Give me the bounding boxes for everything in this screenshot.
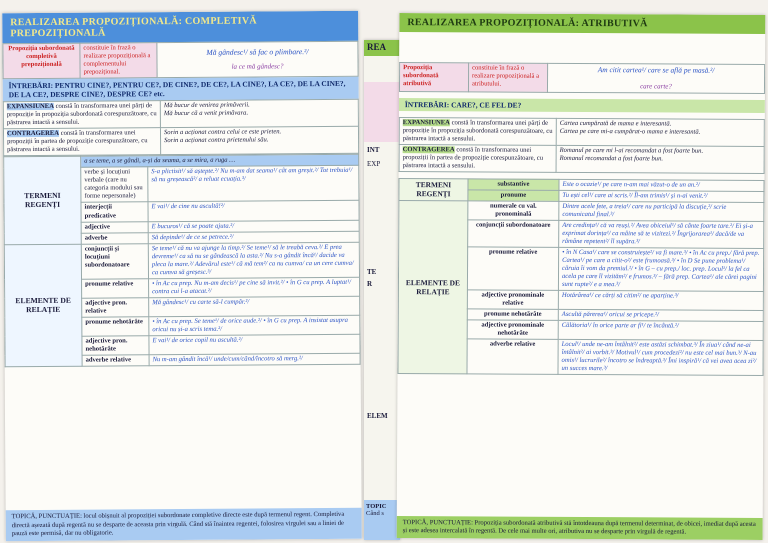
middle-footer-fragment-2: Când s — [366, 510, 384, 517]
right-title: REALIZAREA PROPOZIȚIONALĂ: ATRIBUTIVĂ — [399, 13, 765, 34]
right-contraction-text: constă în transformarea unei propoziții în partea de propoziție corespunzătoare, cu păstrarea intactă a sensului. — [402, 145, 544, 170]
right-relation-key: pronume relative — [467, 247, 558, 291]
right-page — [397, 13, 766, 540]
left-relation-key: pronume relative — [82, 278, 149, 298]
left-regent-key: interjecții predicative — [81, 202, 148, 222]
left-grammar-table — [3, 154, 360, 367]
right-relation-key: adjective pronominale nehotărâte — [467, 320, 558, 340]
left-relation-value: Se teme¹/ că nu va ajunge la timp.²/ Se teme¹/ să le treabă ceva.²/ E prea devreme¹/ ca să nu se gândească la asta.²/ Nu s-a gândit încă¹/ dacide va pleca la mare.²/ Adevărul este¹/ că mă tem²/ ca nu cumva/ ca un cere cumva/ ca cumva să greșesc.³/ — [148, 242, 359, 279]
middle-title-fragment: REA — [364, 40, 400, 56]
middle-footer-fragment: TOPIC — [366, 503, 387, 510]
right-def-example: Am citit cartea¹/ care se află pe masă.²/ — [597, 65, 715, 75]
left-regent-label: TERMENI REGENȚI — [4, 157, 82, 245]
left-contraction-ex1: Sorin a acționat contra celui ce este prieten. — [163, 128, 282, 137]
right-relation-key: numerale cu val. pronominală — [468, 201, 559, 221]
right-relation-key: pronume nehotărâte — [467, 309, 558, 321]
right-relation-value: Dintre acele fete, a treia¹/ care nu participă la discuție,²/ scrie comunicatul final.³/ — [559, 201, 764, 221]
right-def-label: Propoziția subordonată atributivă — [399, 63, 468, 92]
left-relation-value: Nu m-am gândit încă¹/ unde/cum/când/încotro să merg.²/ — [149, 353, 360, 366]
right-def-text: constituie în frază o realizare propozițională a atributului. — [468, 63, 547, 92]
left-expansion-ex2: Mă bucur că a venit primăvara. — [163, 109, 249, 118]
right-regent-key: substantive — [468, 179, 559, 191]
right-regent-value: Tu ești cel¹/ care ai scris.²/ Îl-am trimis¹/ și n-ai venit.²/ — [559, 190, 764, 202]
left-contraction-text: constă în transformarea unei propoziții în partea de propoziție corespunzătoare, cu păstrarea intactă a sensului. — [7, 129, 148, 154]
right-def-question: care carte? — [640, 82, 672, 91]
right-relation-value: Are credința¹/ că va reuși.²/ Avea obiceiul¹/ să cânte foarte tare.²/ Ei și-a exprimat dorința¹/ ca mâine să te vizitezi.²/ Îngrijorarea¹/ dacă/de va rămâne repetent²/ îl supăra.³/ — [559, 220, 764, 248]
right-relation-value: Ascultă părerea¹/ oricui se pricepe.²/ — [558, 310, 763, 322]
right-relation-value: Hotărârea¹/ ce cărți să citim²/ ne aparține.³/ — [558, 291, 763, 311]
right-questions-bar: ÎNTREBĂRI: CARE?, CE FEL DE? — [399, 98, 765, 113]
left-regent-value: E vai¹/ de cine nu ascultă!²/ — [148, 201, 359, 222]
left-relation-value: • în Ac cu prep. Nu m-am decis¹/ pe cine să invit.²/ • în G cu prep. A luptat¹/ contra cui l-a atacat.²/ — [149, 277, 360, 298]
left-title: REALIZAREA PROPOZIȚIONALĂ: COMPLETIVĂ PREPOZIȚIONALĂ — [2, 11, 358, 43]
left-expansion-text: constă în transformarea unei părți de propoziție în propoziția subordonată corespunzătoare, cu păstrarea intactă a sensului. — [6, 102, 157, 127]
left-def-label: Propoziția subordonată completivă prepozițională — [3, 43, 80, 79]
left-regent-value: Să depinde¹/ de ce se petrece.²/ — [148, 231, 359, 244]
right-footer: TOPICĂ, PUNCTUAȚIE: Propoziția subordonată atributivă stă întotdeauna după termenul determinat, de obicei, imediat după acesta și este adesea intercalată în regentă. De cele mai multe ori, atributiva nu se desparte prin virgulă de regentă. — [397, 516, 763, 540]
left-def-text: constituie în frază o realizare propozițională a complementului prepozițional. — [80, 43, 157, 79]
left-transform-table — [3, 99, 359, 157]
left-relation-value: E vai¹/ de orice copil nu ascultă.²/ — [149, 334, 360, 355]
right-grammar-table — [397, 178, 764, 377]
right-expansion-ex1: Cartea cumpărată de mama e interesantă. — [559, 119, 672, 128]
left-definition-table — [2, 41, 358, 80]
middle-relation-fragment: ELEM — [367, 412, 388, 420]
right-contraction-label: CONTRAGEREA — [402, 145, 455, 153]
middle-regent-fragment: TE — [367, 268, 377, 276]
left-relation-value: • în Ac cu prep. Se teme¹/ de orice aude.²/ • în G cu prep. A insistat asupra oricui nu și-a scris tema.²/ — [149, 315, 360, 336]
middle-page-edge — [364, 40, 400, 540]
left-relation-key: pronume nehotărâte — [82, 317, 149, 337]
middle-questions-fragment: INT — [367, 146, 380, 154]
left-relation-value: Mă gândesc¹/ cu carte să-l cumpăr.²/ — [149, 296, 360, 317]
right-relation-value: Călătoria¹/ în orice parte ar fi¹/ te încântă.²/ — [558, 321, 763, 341]
right-relation-value: • în N Casa¹/ care se construiește²/ va fi mare.³/ • în Ac cu prep./ fără prep. Cartea¹/ pe care a citit-o²/ este frumoasă.³/ • în D Se pune problema¹/ căruia îi vom da premiul.²/ • în G – cu prep./ loc. prep. Locul¹/ la fel ca acela pe care îl vizităm²/ e frumos.³/ – fără prep. Cartea¹/ ale cărei pagini sunt rupte²/ e a mea.³/ — [558, 247, 763, 291]
left-footer: TOPICĂ, PUNCTUAȚIE: locul obișnuit al propoziției subordonate completive directe este după termenul regent. Completiva directă așezată după regentă nu se desparte de aceasta prin virgulă. Când stă înaintea regentei, folosirea virgulei sau a liniei de pauză este permisă, dar nu obligatorie. — [6, 508, 362, 541]
left-regent-key: adjective — [81, 221, 148, 232]
right-relation-key: adjective pronominale relative — [467, 290, 558, 310]
left-contraction-ex2: Sorin a acționat contra prietenului său. — [164, 136, 269, 145]
right-contraction-ex1: Romanul pe care mi l-ai recomandat a fost foarte bun. — [559, 146, 704, 155]
right-relation-key: adverbe relative — [467, 339, 558, 375]
left-questions-bar: ÎNTREBĂRI: PENTRU CINE?, PENTRU CE?, DE CINE?, DE CE?, LA CINE?, LA CE?, DE LA CINE?, DE LA CE?, DESPRE CINE?, DESPRE CE? etc. — [3, 77, 359, 101]
left-relation-label: ELEMENTE DE RELAȚIE — [4, 244, 82, 367]
right-relation-value: Locul¹/ unde ne-am întâlnit²/ este astăzi schimbat.³/ În ziua¹/ când ne-ai întâlnit²/ ai vorbit.³/ Motivul¹/ cum procedezi²/ nu este cel mai bun.³/ N-au omis¹/ lucrurile²/ încotro se îndreaptă.³/ Îmi inspiră¹/ că vei avea acea zi²/ un succes mare.³/ — [558, 340, 763, 376]
right-relation-key: conjuncții subordonatoare — [468, 220, 559, 248]
left-regent-key: verbe și locuțiuni verbale (care nu categoria modului sau forme nepersonale) — [81, 167, 148, 203]
right-regent-label: TERMENI REGENȚI — [399, 178, 468, 200]
left-page — [2, 11, 362, 541]
left-def-example: Mă gândesc¹/ să fac o plimbare.²/ — [206, 47, 309, 57]
left-regent-top: a se teme, a se gândi, a-și da seama, a se mira, a ruga … — [81, 155, 359, 168]
left-contraction-label: CONTRAGEREA — [6, 130, 60, 138]
right-contraction-ex2: Romanul recomandat a fost foarte bun. — [559, 154, 664, 163]
right-relation-label: ELEMENTE DE RELAȚIE — [398, 200, 468, 374]
left-def-question: la ce mă gândesc? — [231, 62, 284, 72]
right-regent-value: Este o ocazie¹/ pe care n-am mai văzut-o de un an.²/ — [559, 179, 764, 191]
middle-regent-fragment-2: R — [367, 280, 373, 288]
left-relation-key: adverbe relative — [82, 355, 149, 366]
left-relation-key: adjective pron. relative — [82, 298, 149, 318]
right-expansion-ex2: Cartea pe care mi-a cumpărat-o mama e interesantă. — [559, 127, 701, 136]
left-regent-value: E bucuros¹/ că se poate ajuta.²/ — [148, 220, 359, 233]
right-regent-key: pronume — [468, 190, 559, 202]
left-regent-key: adverbe — [81, 232, 148, 243]
left-expansion-ex1: Mă bucur de venirea primăverii. — [163, 101, 250, 110]
right-definition-table — [399, 62, 765, 93]
right-expansion-label: EXPANSIUNEA — [402, 118, 450, 126]
left-relation-key: adjective pron. nehotărâte — [82, 336, 149, 356]
left-relation-key: conjuncții și locuțiuni subordonatoare — [81, 243, 148, 279]
middle-pink-block — [364, 82, 400, 142]
left-expansion-label: EXPANSIUNEA — [6, 103, 54, 111]
right-transform-table — [399, 117, 765, 174]
middle-expansion-fragment: EXP — [367, 160, 381, 168]
left-regent-value: S-a plictisit¹/ să aștepte.²/ Nu m-am dat seama¹/ cât am greșit.²/ Tot trebuia¹/ să nu greșească²/ a reluat ecuația.³/ — [148, 166, 359, 203]
right-expansion-text: constă în transformarea unei părți de propoziție în propoziția subordonată corespunzătoare, cu păstrarea intactă a sensului. — [402, 118, 553, 143]
